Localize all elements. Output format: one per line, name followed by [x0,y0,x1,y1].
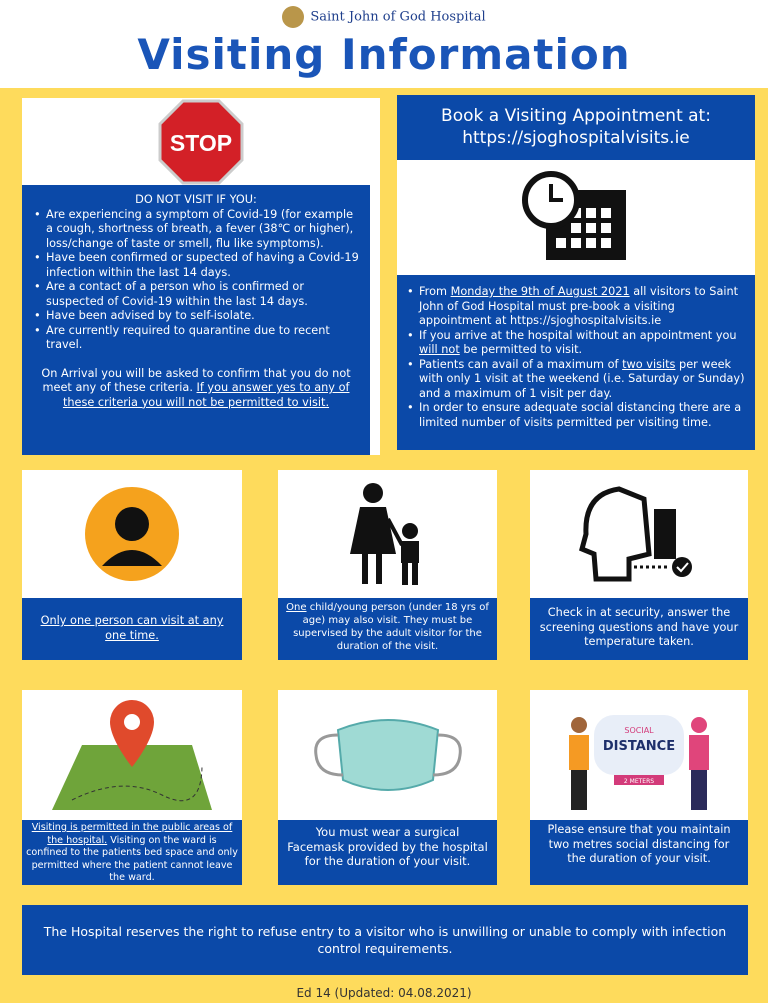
header [0,0,768,88]
criteria-heading: DO NOT VISIT IF YOU: [135,193,257,206]
text: From [419,285,447,298]
tile-text: Check in at security, answer the screening questions and have your temperature taken. [530,598,748,660]
hospital-brand: Saint John of God Hospital [0,6,768,28]
tile-text [22,820,242,885]
text: all visitors to Saint John of God Hospital must pre-book a visiting appointment at https://sjoghospitalvisits.ie [419,285,739,327]
temperature-check-icon [530,470,748,598]
text: per week with only 1 visit at the weekend (i.e. Saturday or Sunday) and a maximum of 1 visit per day. [419,357,745,400]
stop-text: STOP [169,129,233,156]
list-item: • Are currently required to quarantine due to recent travel. [32,324,360,353]
list-item [405,329,747,358]
tile-security [530,470,748,660]
social-label: SOCIAL [624,726,654,735]
emphasis: two visits [622,357,676,371]
list-item: • Are experiencing a symptom of Covid-19 (for example a cough, shortness of breath, a fever (38℃ or higher), loss/change of taste or smell, flu like symptoms). [32,208,360,252]
criteria-list [32,208,360,353]
emphasis: One [286,602,307,613]
meters-label: 2 METERS [623,778,655,785]
map-pin-icon [22,690,242,820]
date-emphasis: Monday the 9th of August 2021 [450,285,630,298]
text: Patients can avail of a maximum of [419,357,619,371]
tile-one-person [22,470,242,660]
adult-child-icon [278,470,497,598]
booking-heading: Book a Visiting Appointment at: [441,106,711,126]
booking-url-link[interactable]: https://sjoghospitalvisits.ie [462,128,690,148]
social-distance-illustration [530,690,748,820]
public-text: Visiting on the ward is confined to the patients bed space and only permitted where the patient cannot leave the ward. [26,834,238,883]
one-person-text: Only one person can visit at any one time. [40,614,224,642]
booking-card [397,95,755,450]
stop-sign-icon [22,98,380,185]
tile-text [278,598,497,660]
booking-details [397,275,755,450]
child-text: child/young person (under 18 yrs of age) may also visit. They must be supervised by the adult visitor for the duration of the visit. [293,602,489,652]
tile-facemask [278,690,497,885]
tile-text [22,598,242,660]
page-title: Visiting Information [137,30,631,79]
tile-social-distance [530,690,748,885]
text: If you arrive at the hospital without an appointment you [419,328,737,342]
do-not-visit-card [22,98,380,455]
tile-child [278,470,497,660]
calendar-clock-icon [397,160,755,275]
edition-label: Ed 14 (Updated: 04.08.2021) [296,986,472,1000]
list-item: • In order to ensure adequate social distancing there are a limited number of visits permitted per visiting time. [405,401,747,430]
emphasis: will not [419,343,460,356]
tile-text: Please ensure that you maintain two metres social distancing for the duration of your visit. [530,820,748,885]
footer-notice: The Hospital reserves the right to refuse entry to a visitor who is unwilling or unable to comply with infection control requirements. [22,905,748,975]
list-item: • Have been confirmed or supected of having a Covid-19 infection within the last 14 days. [32,251,360,280]
facemask-icon [278,690,497,820]
tile-text: You must wear a surgical Facemask provided by the hospital for the duration of your visit. [278,820,497,885]
arrival-warning: If you answer yes to any of these criteria you will not be permitted to visit. [62,381,350,409]
list-item [405,285,747,329]
list-item: • Have been advised by to self-isolate. [32,309,360,324]
tile-public-areas [22,690,242,885]
arrival-text: On Arrival you will be asked to confirm that you do not meet any of these criteria. [41,366,351,394]
arrival-note [32,367,360,411]
text: be permitted to visit. [463,343,583,356]
emphasis: Visiting is permitted in the public areas of the hospital. [31,822,233,846]
distance-label: DISTANCE [602,739,676,754]
person-avatar-icon [22,470,242,598]
list-item [405,358,747,402]
booking-title [397,95,755,160]
criteria-panel [22,185,370,455]
hospital-crest-icon [282,6,304,28]
list-item: • Are a contact of a person who is confirmed or suspected of Covid-19 within the last 14 days. [32,280,360,309]
